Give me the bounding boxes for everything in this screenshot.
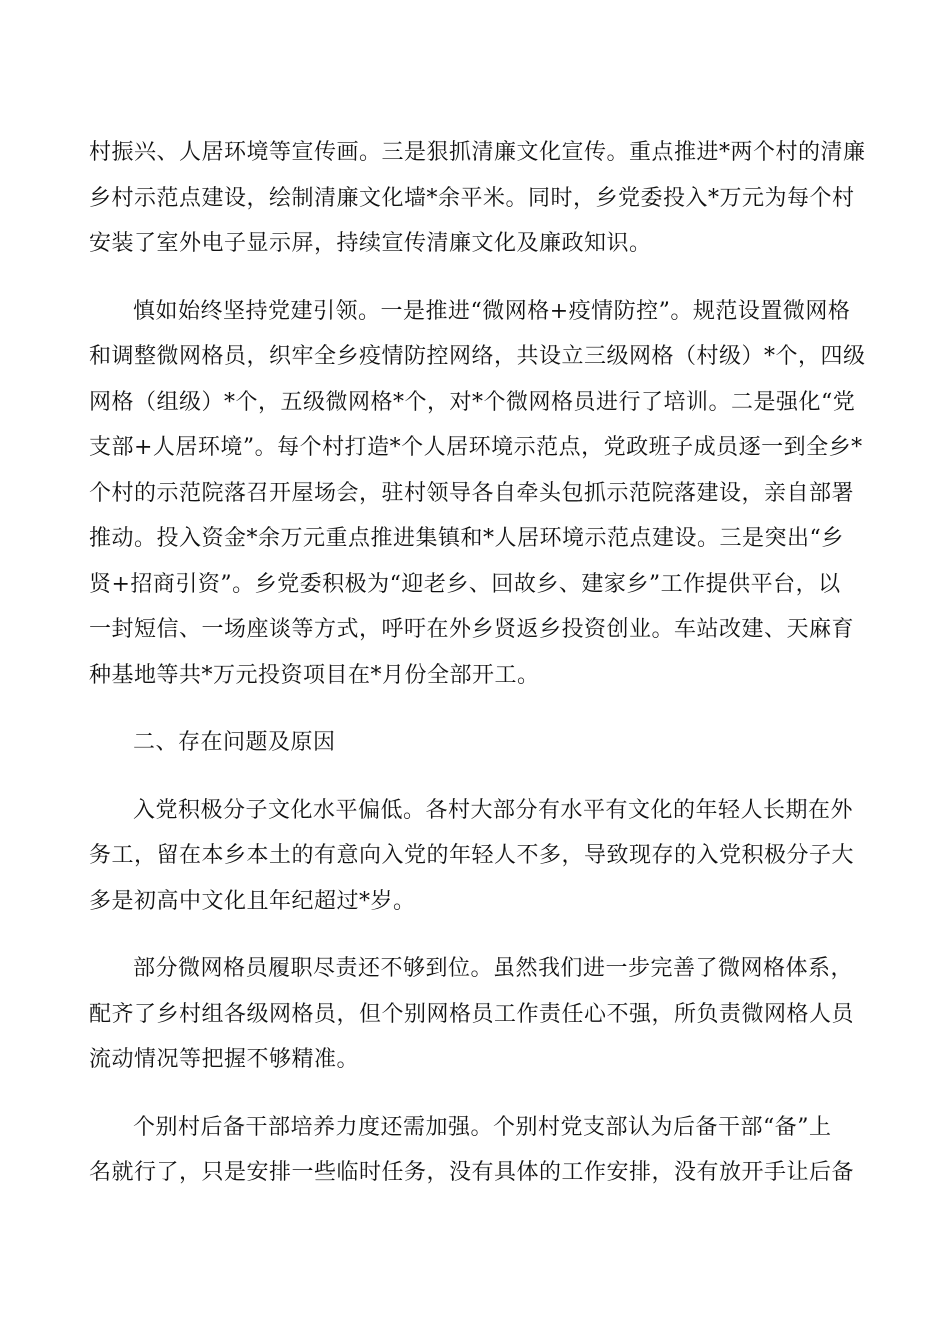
text-line: 支部+人居环境”。每个村打造*个人居环境示范点，党政班子成员逐一到全乡* [89, 435, 863, 460]
text-line: 多是初高中文化且年纪超过*岁。 [89, 888, 416, 914]
paragraph-party-leadership [89, 289, 864, 699]
text-line: 个村的示范院落召开屋场会，驻村领导各自牵头包抓示范院落建设，亲自部署 [89, 480, 855, 506]
paragraph-cultural-promotion [89, 130, 864, 267]
document-body [89, 130, 864, 1218]
text-line: 配齐了乡村组各级网格员，但个别网格员工作责任心不强，所负责微网格人员 [89, 1001, 855, 1027]
text-line: 一封短信、一场座谈等方式，呼吁在外乡贤返乡投资创业。车站改建、天麻育 [89, 617, 855, 642]
text-line: 乡村示范点建设，绘制清廉文化墙*余平米。同时，乡党委投入*万元为每个村 [89, 185, 855, 211]
text-line: 推动。投入资金*余万元重点推进集镇和*人居环境示范点建设。三是突出“乡 [89, 526, 844, 551]
text-line: 村振兴、人居环境等宣传画。三是狠抓清廉文化宣传。重点推进*两个村的清廉 [89, 140, 866, 165]
text-line: 流动情况等把握不够精准。 [89, 1047, 360, 1072]
text-line: 种基地等共*万元投资项目在*月份全部开工。 [89, 662, 540, 688]
heading-text: 二、存在问题及原因 [133, 730, 336, 755]
text-line: 和调整微网格员，织牢全乡疫情防控网络，共设立三级网格（村级）*个，四级 [89, 344, 866, 369]
text-line: 入党积极分子文化水平偏低。各村大部分有水平有文化的年轻人长期在外 [133, 797, 854, 823]
text-line: 务工，留在本乡本土的有意向入党的年轻人不多，导致现存的入党积极分子大 [89, 843, 855, 868]
paragraph-activist-education [89, 788, 864, 925]
text-line: 网格（组级）*个，五级微网格*个，对*个微网格员进行了培训。二是强化“党 [89, 389, 856, 415]
paragraph-reserve-cadres [89, 1105, 864, 1196]
paragraph-grid-members [89, 946, 864, 1083]
text-line: 部分微网格员履职尽责还不够到位。虽然我们进一步完善了微网格体系， [133, 956, 854, 981]
text-line: 贤+招商引资”。乡党委积极为“迎老乡、回故乡、建家乡”工作提供平台，以 [89, 571, 841, 597]
section-heading [89, 720, 864, 766]
text-line: 个别村后备干部培养力度还需加强。个别村党支部认为后备干部“备”上 [133, 1114, 832, 1140]
text-line: 慎如始终坚持党建引领。一是推进“微网格+疫情防控”。规范设置微网格 [133, 298, 851, 324]
text-line: 安装了室外电子显示屏，持续宣传清廉文化及廉政知识。 [89, 231, 652, 256]
text-line: 名就行了，只是安排一些临时任务，没有具体的工作安排，没有放开手让后备 [89, 1160, 855, 1185]
